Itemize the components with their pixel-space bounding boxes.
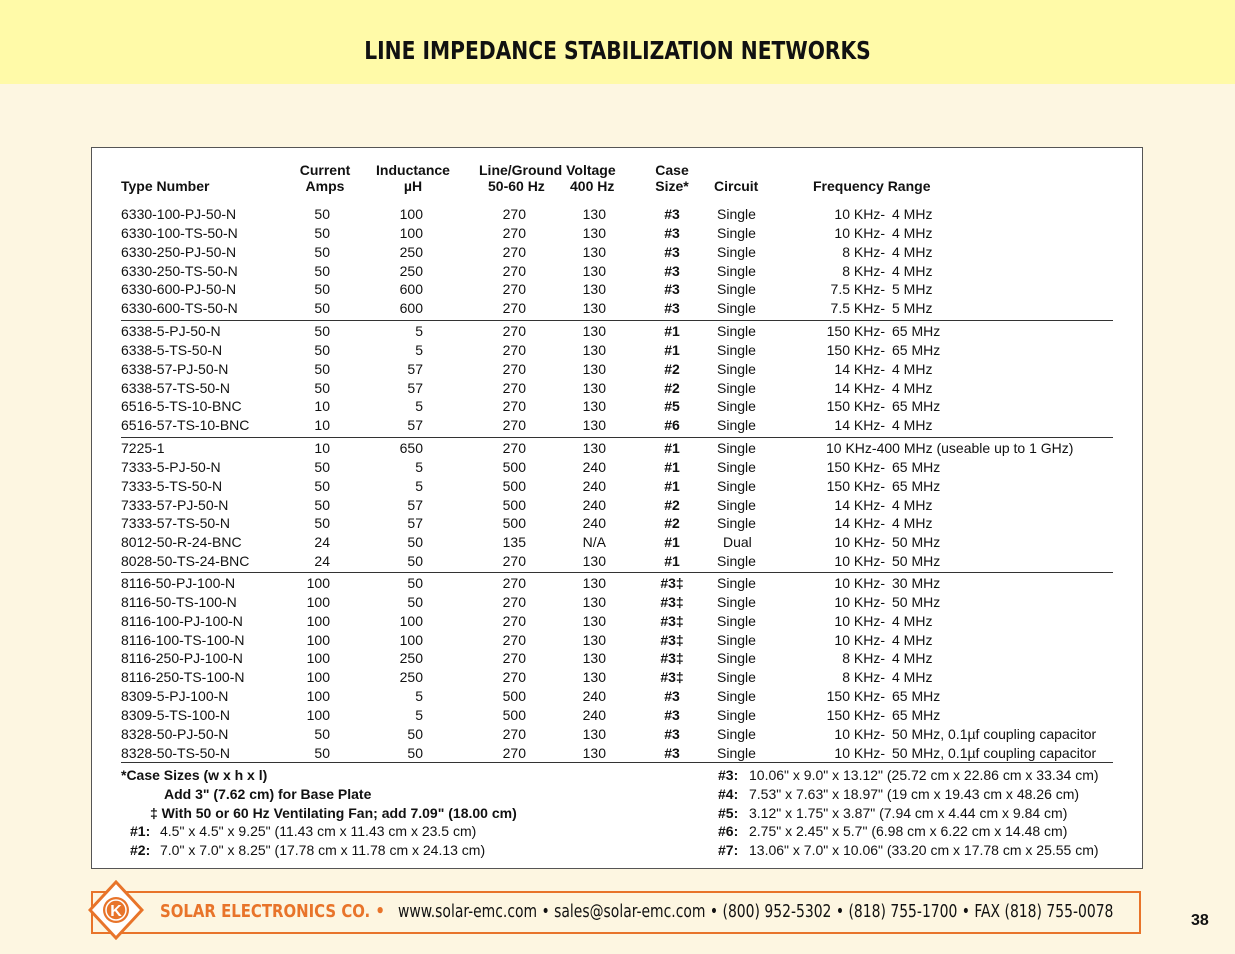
current-amps: 50 <box>314 224 330 241</box>
circuit: Single <box>717 553 756 570</box>
frequency-low: 7.5 KHz- <box>830 281 885 298</box>
frequency-low: 150 KHz- <box>826 323 885 339</box>
current-amps: 100 <box>306 650 330 667</box>
inductance: 100 <box>399 206 423 222</box>
circuit: Single <box>717 515 756 532</box>
case-size: #1 <box>664 477 680 494</box>
voltage-50-60hz: 270 <box>502 593 526 610</box>
group-separator <box>121 320 1113 321</box>
voltage-50-60hz: 270 <box>502 300 526 317</box>
header-50-60hz: 50-60 Hz <box>488 178 545 194</box>
voltage-400hz: 130 <box>582 224 606 241</box>
type-number: 6330-250-TS-50-N <box>121 262 238 279</box>
inductance: 57 <box>407 417 423 434</box>
voltage-50-60hz: 500 <box>502 706 526 723</box>
case-size: #3 <box>664 224 680 241</box>
current-amps: 50 <box>314 496 330 513</box>
frequency-low: 150 KHz- <box>826 706 885 723</box>
frequency-low: 10 KHz- <box>834 593 885 610</box>
type-number: 6338-5-PJ-50-N <box>121 323 221 339</box>
case-size: #3 <box>664 262 680 279</box>
frequency-high: 4 MHz <box>892 360 933 377</box>
circuit: Single <box>717 398 756 415</box>
type-number: 8328-50-TS-50-N <box>121 744 230 761</box>
type-number: 6516-57-TS-10-BNC <box>121 417 250 434</box>
circuit: Single <box>717 417 756 434</box>
voltage-400hz: 130 <box>582 612 606 629</box>
case-size: #3 <box>664 243 680 260</box>
voltage-50-60hz: 270 <box>502 631 526 648</box>
inductance: 50 <box>407 593 423 610</box>
voltage-400hz: 240 <box>582 706 606 723</box>
voltage-50-60hz: 270 <box>502 744 526 761</box>
case-size: #2 <box>664 496 680 513</box>
voltage-50-60hz: 500 <box>502 477 526 494</box>
voltage-400hz: 130 <box>582 398 606 415</box>
current-amps: 50 <box>314 300 330 317</box>
voltage-400hz: 130 <box>582 744 606 761</box>
circuit: Single <box>717 379 756 396</box>
voltage-50-60hz: 270 <box>502 224 526 241</box>
circuit: Single <box>717 631 756 648</box>
frequency-high: 50 MHz <box>892 534 941 551</box>
contact-info[interactable]: www.solar-emc.com • sales@solar-emc.com • (800) 952-5302 • (818) 755-1700 • FAX (818) 755-0078 <box>398 901 1114 922</box>
case-size: #3 <box>664 725 680 742</box>
group-separator <box>121 437 1113 438</box>
voltage-50-60hz: 270 <box>502 575 526 591</box>
type-number: 6330-100-PJ-50-N <box>121 206 237 222</box>
voltage-400hz: 130 <box>582 669 606 686</box>
circuit: Single <box>717 575 756 591</box>
frequency-low: 150 KHz- <box>826 688 885 705</box>
frequency-low: 10 KHz- <box>834 744 885 761</box>
inductance: 5 <box>415 477 423 494</box>
voltage-400hz: 130 <box>582 650 606 667</box>
current-amps: 50 <box>314 477 330 494</box>
voltage-400hz: 130 <box>582 440 606 456</box>
case-size-text: 7.0" x 7.0" x 8.25" (17.78 cm x 11.78 cm x 24.13 cm) <box>160 842 486 858</box>
inductance: 50 <box>407 534 423 551</box>
header-type-number: Type Number <box>121 178 210 194</box>
voltage-400hz: 130 <box>582 417 606 434</box>
case-size-label: #4: <box>718 786 739 802</box>
current-amps: 50 <box>314 515 330 532</box>
current-amps: 50 <box>314 458 330 475</box>
case-size: #3‡ <box>660 650 684 667</box>
type-number: 8116-250-PJ-100-N <box>121 650 243 667</box>
inductance: 650 <box>399 440 423 456</box>
header-uh: µH <box>403 178 423 194</box>
frequency-high: 4 MHz <box>892 243 933 260</box>
circuit: Single <box>717 650 756 667</box>
voltage-400hz: 240 <box>582 515 606 532</box>
current-amps: 100 <box>306 593 330 610</box>
frequency-high: 5 MHz <box>892 281 933 298</box>
voltage-400hz: 130 <box>582 631 606 648</box>
current-amps: 50 <box>314 243 330 260</box>
frequency-low: 14 KHz- <box>834 496 885 513</box>
voltage-50-60hz: 270 <box>502 398 526 415</box>
voltage-400hz: 130 <box>582 323 606 339</box>
frequency-high: 50 MHz <box>892 553 941 570</box>
inductance: 5 <box>415 706 423 723</box>
case-size: #1 <box>664 440 680 456</box>
case-size-text: 4.5" x 4.5" x 9.25" (11.43 cm x 11.43 cm x 23.5 cm) <box>160 823 477 839</box>
voltage-400hz: 240 <box>582 496 606 513</box>
frequency-low: 150 KHz- <box>826 458 885 475</box>
case-size-label: #1: <box>130 823 151 839</box>
frequency-low: 10 KHz- <box>834 206 885 222</box>
solar-electronics-logo-icon <box>88 880 144 940</box>
type-number: 6330-600-PJ-50-N <box>121 281 237 298</box>
frequency-low: 10 KHz- <box>834 553 885 570</box>
case-size: #2 <box>664 360 680 377</box>
inductance: 5 <box>415 458 423 475</box>
circuit: Single <box>717 262 756 279</box>
current-amps: 10 <box>314 398 330 415</box>
frequency-high: 65 MHz <box>892 323 941 339</box>
voltage-400hz: 130 <box>582 575 606 591</box>
case-size: #1 <box>664 553 680 570</box>
frequency-low: 150 KHz- <box>826 477 885 494</box>
inductance: 5 <box>415 398 423 415</box>
inductance: 50 <box>407 575 423 591</box>
frequency-low: 14 KHz- <box>834 515 885 532</box>
voltage-400hz: 130 <box>582 360 606 377</box>
voltage-50-60hz: 270 <box>502 323 526 339</box>
frequency-low: 10 KHz- <box>834 224 885 241</box>
type-number: 6338-5-TS-50-N <box>121 341 223 358</box>
case-size-label: #3: <box>718 767 739 783</box>
voltage-50-60hz: 270 <box>502 360 526 377</box>
type-number: 8328-50-PJ-50-N <box>121 725 229 742</box>
current-amps: 100 <box>306 631 330 648</box>
type-number: 6516-5-TS-10-BNC <box>121 398 242 415</box>
case-size-label: #2: <box>130 842 151 858</box>
current-amps: 50 <box>314 379 330 396</box>
header-400hz: 400 Hz <box>570 178 615 194</box>
frequency-low: 10 KHz- <box>834 612 885 629</box>
frequency-low: 150 KHz- <box>826 341 885 358</box>
inductance: 100 <box>399 224 423 241</box>
inductance: 100 <box>399 631 423 648</box>
current-amps: 24 <box>314 534 330 551</box>
frequency-high: 65 MHz <box>892 458 941 475</box>
inductance: 57 <box>407 379 423 396</box>
circuit: Single <box>717 281 756 298</box>
case-size-text: 3.12" x 1.75" x 3.87" (7.94 cm x 4.44 cm x 9.84 cm) <box>749 805 1068 821</box>
case-size: #3‡ <box>660 575 684 591</box>
voltage-50-60hz: 500 <box>502 458 526 475</box>
voltage-50-60hz: 270 <box>502 341 526 358</box>
inductance: 250 <box>399 243 423 260</box>
case-size-text: 2.75" x 2.45" x 5.7" (6.98 cm x 6.22 cm x 14.48 cm) <box>749 823 1068 839</box>
type-number: 7333-57-TS-50-N <box>121 515 230 532</box>
frequency-high: 4 MHz <box>892 224 933 241</box>
frequency-high: 50 MHz, 0.1µf coupling capacitor <box>892 725 1097 742</box>
voltage-50-60hz: 270 <box>502 725 526 742</box>
case-size: #3‡ <box>660 612 684 629</box>
page-title: LINE IMPEDANCE STABILIZATION NETWORKS <box>364 36 871 65</box>
type-number: 6330-100-TS-50-N <box>121 224 238 241</box>
circuit: Single <box>717 341 756 358</box>
type-number: 7333-57-PJ-50-N <box>121 496 229 513</box>
inductance: 57 <box>407 515 423 532</box>
frequency-low: 14 KHz- <box>834 360 885 377</box>
inductance: 57 <box>407 360 423 377</box>
header-case: Case <box>655 162 689 178</box>
circuit: Single <box>717 243 756 260</box>
current-amps: 50 <box>314 262 330 279</box>
voltage-50-60hz: 270 <box>502 612 526 629</box>
frequency-high: 4 MHz <box>892 650 933 667</box>
frequency-high: 4 MHz <box>892 496 933 513</box>
type-number: 8012-50-R-24-BNC <box>121 534 242 551</box>
case-size-label: #6: <box>718 823 739 839</box>
frequency-low: 10 KHz- <box>834 575 885 591</box>
current-amps: 50 <box>314 323 330 339</box>
type-number: 8309-5-PJ-100-N <box>121 688 229 705</box>
base-plate-note: Add 3" (7.62 cm) for Base Plate <box>164 786 372 802</box>
frequency-high: 30 MHz <box>892 575 941 591</box>
current-amps: 50 <box>314 341 330 358</box>
inductance: 50 <box>407 725 423 742</box>
voltage-50-60hz: 270 <box>502 650 526 667</box>
current-amps: 10 <box>314 440 330 456</box>
header-current: Current <box>299 162 351 178</box>
frequency-low: 7.5 KHz- <box>830 300 885 317</box>
frequency-low: 8 KHz- <box>842 669 885 686</box>
frequency-low: 10 KHz- <box>834 534 885 551</box>
frequency-low: 8 KHz- <box>842 243 885 260</box>
circuit: Single <box>717 300 756 317</box>
circuit: Single <box>717 744 756 761</box>
type-number: 7225-1 <box>121 440 165 456</box>
voltage-400hz: 130 <box>582 379 606 396</box>
voltage-50-60hz: 270 <box>502 262 526 279</box>
case-size: #3 <box>664 688 680 705</box>
type-number: 6338-57-PJ-50-N <box>121 360 229 377</box>
type-number: 6330-250-PJ-50-N <box>121 243 237 260</box>
voltage-50-60hz: 270 <box>502 417 526 434</box>
header-inductance: Inductance <box>376 162 450 178</box>
current-amps: 50 <box>314 281 330 298</box>
current-amps: 100 <box>306 612 330 629</box>
frequency-low: 8 KHz- <box>842 650 885 667</box>
voltage-400hz: 130 <box>582 243 606 260</box>
current-amps: 50 <box>314 206 330 222</box>
svg-text:K: K <box>110 903 122 920</box>
case-size: #3‡ <box>660 631 684 648</box>
voltage-400hz: 130 <box>582 593 606 610</box>
inductance: 250 <box>399 262 423 279</box>
frequency-high: 65 MHz <box>892 688 941 705</box>
frequency-high: 5 MHz <box>892 300 933 317</box>
voltage-400hz: 240 <box>582 477 606 494</box>
frequency-low: 10 KHz-400 MHz (useable up to 1 GHz) <box>826 440 1074 456</box>
frequency-high: 65 MHz <box>892 477 941 494</box>
frequency-low: 10 KHz- <box>834 725 885 742</box>
company-name: SOLAR ELECTRONICS CO. • <box>160 901 385 922</box>
inductance: 5 <box>415 341 423 358</box>
voltage-50-60hz: 270 <box>502 206 526 222</box>
type-number: 8116-50-TS-100-N <box>121 593 237 610</box>
current-amps: 24 <box>314 553 330 570</box>
case-size-label: #7: <box>718 842 739 858</box>
case-size: #1 <box>664 323 680 339</box>
case-size: #2 <box>664 515 680 532</box>
circuit: Single <box>717 323 756 339</box>
circuit: Single <box>717 224 756 241</box>
circuit: Single <box>717 593 756 610</box>
case-size: #3 <box>664 706 680 723</box>
frequency-high: 4 MHz <box>892 612 933 629</box>
case-size: #6 <box>664 417 680 434</box>
frequency-high: 4 MHz <box>892 206 933 222</box>
circuit: Single <box>717 440 756 456</box>
type-number: 7333-5-PJ-50-N <box>121 458 221 475</box>
current-amps: 50 <box>314 744 330 761</box>
header-circuit: Circuit <box>714 178 759 194</box>
case-size: #1 <box>664 458 680 475</box>
voltage-400hz: N/A <box>582 534 606 551</box>
circuit: Single <box>717 706 756 723</box>
frequency-low: 14 KHz- <box>834 379 885 396</box>
circuit: Dual <box>723 534 752 551</box>
header-voltage: Line/Ground Voltage <box>479 162 616 178</box>
voltage-400hz: 240 <box>582 458 606 475</box>
voltage-50-60hz: 270 <box>502 243 526 260</box>
type-number: 8116-250-TS-100-N <box>121 669 245 686</box>
frequency-high: 4 MHz <box>892 631 933 648</box>
case-size: #1 <box>664 534 680 551</box>
circuit: Single <box>717 477 756 494</box>
case-size: #5 <box>664 398 680 415</box>
frequency-high: 50 MHz, 0.1µf coupling capacitor <box>892 744 1097 761</box>
frequency-high: 65 MHz <box>892 341 941 358</box>
voltage-400hz: 130 <box>582 553 606 570</box>
circuit: Single <box>717 669 756 686</box>
voltage-50-60hz: 135 <box>502 534 526 551</box>
current-amps: 100 <box>306 575 330 591</box>
circuit: Single <box>717 612 756 629</box>
circuit: Single <box>717 688 756 705</box>
voltage-400hz: 130 <box>582 262 606 279</box>
circuit: Single <box>717 206 756 222</box>
circuit: Single <box>717 725 756 742</box>
frequency-high: 50 MHz <box>892 593 941 610</box>
case-sizes-title: *Case Sizes (w x h x l) <box>121 767 268 783</box>
voltage-50-60hz: 270 <box>502 281 526 298</box>
frequency-low: 10 KHz- <box>834 631 885 648</box>
circuit: Single <box>717 360 756 377</box>
circuit: Single <box>717 458 756 475</box>
frequency-high: 4 MHz <box>892 379 933 396</box>
inductance: 250 <box>399 669 423 686</box>
current-amps: 100 <box>306 669 330 686</box>
type-number: 7333-5-TS-50-N <box>121 477 223 494</box>
inductance: 57 <box>407 496 423 513</box>
frequency-low: 8 KHz- <box>842 262 885 279</box>
case-size: #3 <box>664 300 680 317</box>
frequency-high: 65 MHz <box>892 398 941 415</box>
voltage-50-60hz: 270 <box>502 553 526 570</box>
type-number: 6330-600-TS-50-N <box>121 300 238 317</box>
voltage-400hz: 130 <box>582 300 606 317</box>
case-size: #3 <box>664 744 680 761</box>
voltage-50-60hz: 270 <box>502 669 526 686</box>
current-amps: 10 <box>314 417 330 434</box>
header-size: Size* <box>655 178 689 194</box>
inductance: 250 <box>399 650 423 667</box>
header-amps: Amps <box>305 178 345 194</box>
voltage-50-60hz: 270 <box>502 379 526 396</box>
voltage-400hz: 130 <box>582 206 606 222</box>
current-amps: 50 <box>314 360 330 377</box>
fan-note: ‡ With 50 or 60 Hz Ventilating Fan; add 7.09" (18.00 cm) <box>150 805 517 821</box>
frequency-high: 4 MHz <box>892 417 933 434</box>
inductance: 50 <box>407 744 423 761</box>
case-size-label: #5: <box>718 805 739 821</box>
inductance: 600 <box>399 281 423 298</box>
case-size: #3 <box>664 281 680 298</box>
case-size-text: 7.53" x 7.63" x 18.97" (19 cm x 19.43 cm x 48.26 cm) <box>749 786 1080 802</box>
type-number: 8116-50-PJ-100-N <box>121 575 236 591</box>
current-amps: 100 <box>306 688 330 705</box>
page-number: 38 <box>1191 912 1209 929</box>
frequency-high: 4 MHz <box>892 262 933 279</box>
frequency-high: 4 MHz <box>892 669 933 686</box>
case-size: #3‡ <box>660 669 684 686</box>
group-separator <box>121 572 1113 573</box>
frequency-low: 150 KHz- <box>826 398 885 415</box>
case-size-text: 13.06" x 7.0" x 10.06" (33.20 cm x 17.78 cm x 25.55 cm) <box>749 842 1099 858</box>
voltage-400hz: 130 <box>582 281 606 298</box>
type-number: 8116-100-PJ-100-N <box>121 612 243 629</box>
case-size: #3 <box>664 206 680 222</box>
frequency-low: 14 KHz- <box>834 417 885 434</box>
inductance: 5 <box>415 688 423 705</box>
voltage-400hz: 130 <box>582 341 606 358</box>
frequency-high: 4 MHz <box>892 515 933 532</box>
inductance: 100 <box>399 612 423 629</box>
case-size: #1 <box>664 341 680 358</box>
inductance: 600 <box>399 300 423 317</box>
current-amps: 50 <box>314 725 330 742</box>
voltage-400hz: 240 <box>582 688 606 705</box>
voltage-400hz: 130 <box>582 725 606 742</box>
inductance: 5 <box>415 323 423 339</box>
type-number: 8028-50-TS-24-BNC <box>121 553 250 570</box>
voltage-50-60hz: 500 <box>502 688 526 705</box>
case-size: #3‡ <box>660 593 684 610</box>
type-number: 6338-57-TS-50-N <box>121 379 230 396</box>
current-amps: 100 <box>306 706 330 723</box>
voltage-50-60hz: 500 <box>502 496 526 513</box>
frequency-high: 65 MHz <box>892 706 941 723</box>
type-number: 8116-100-TS-100-N <box>121 631 245 648</box>
group-separator <box>121 762 1113 763</box>
header-frequency-range: Frequency Range <box>813 178 931 194</box>
voltage-50-60hz: 270 <box>502 440 526 456</box>
voltage-50-60hz: 500 <box>502 515 526 532</box>
case-size-text: 10.06" x 9.0" x 13.12" (25.72 cm x 22.86 cm x 33.34 cm) <box>749 767 1099 783</box>
circuit: Single <box>717 496 756 513</box>
inductance: 50 <box>407 553 423 570</box>
type-number: 8309-5-TS-100-N <box>121 706 230 723</box>
case-size: #2 <box>664 379 680 396</box>
